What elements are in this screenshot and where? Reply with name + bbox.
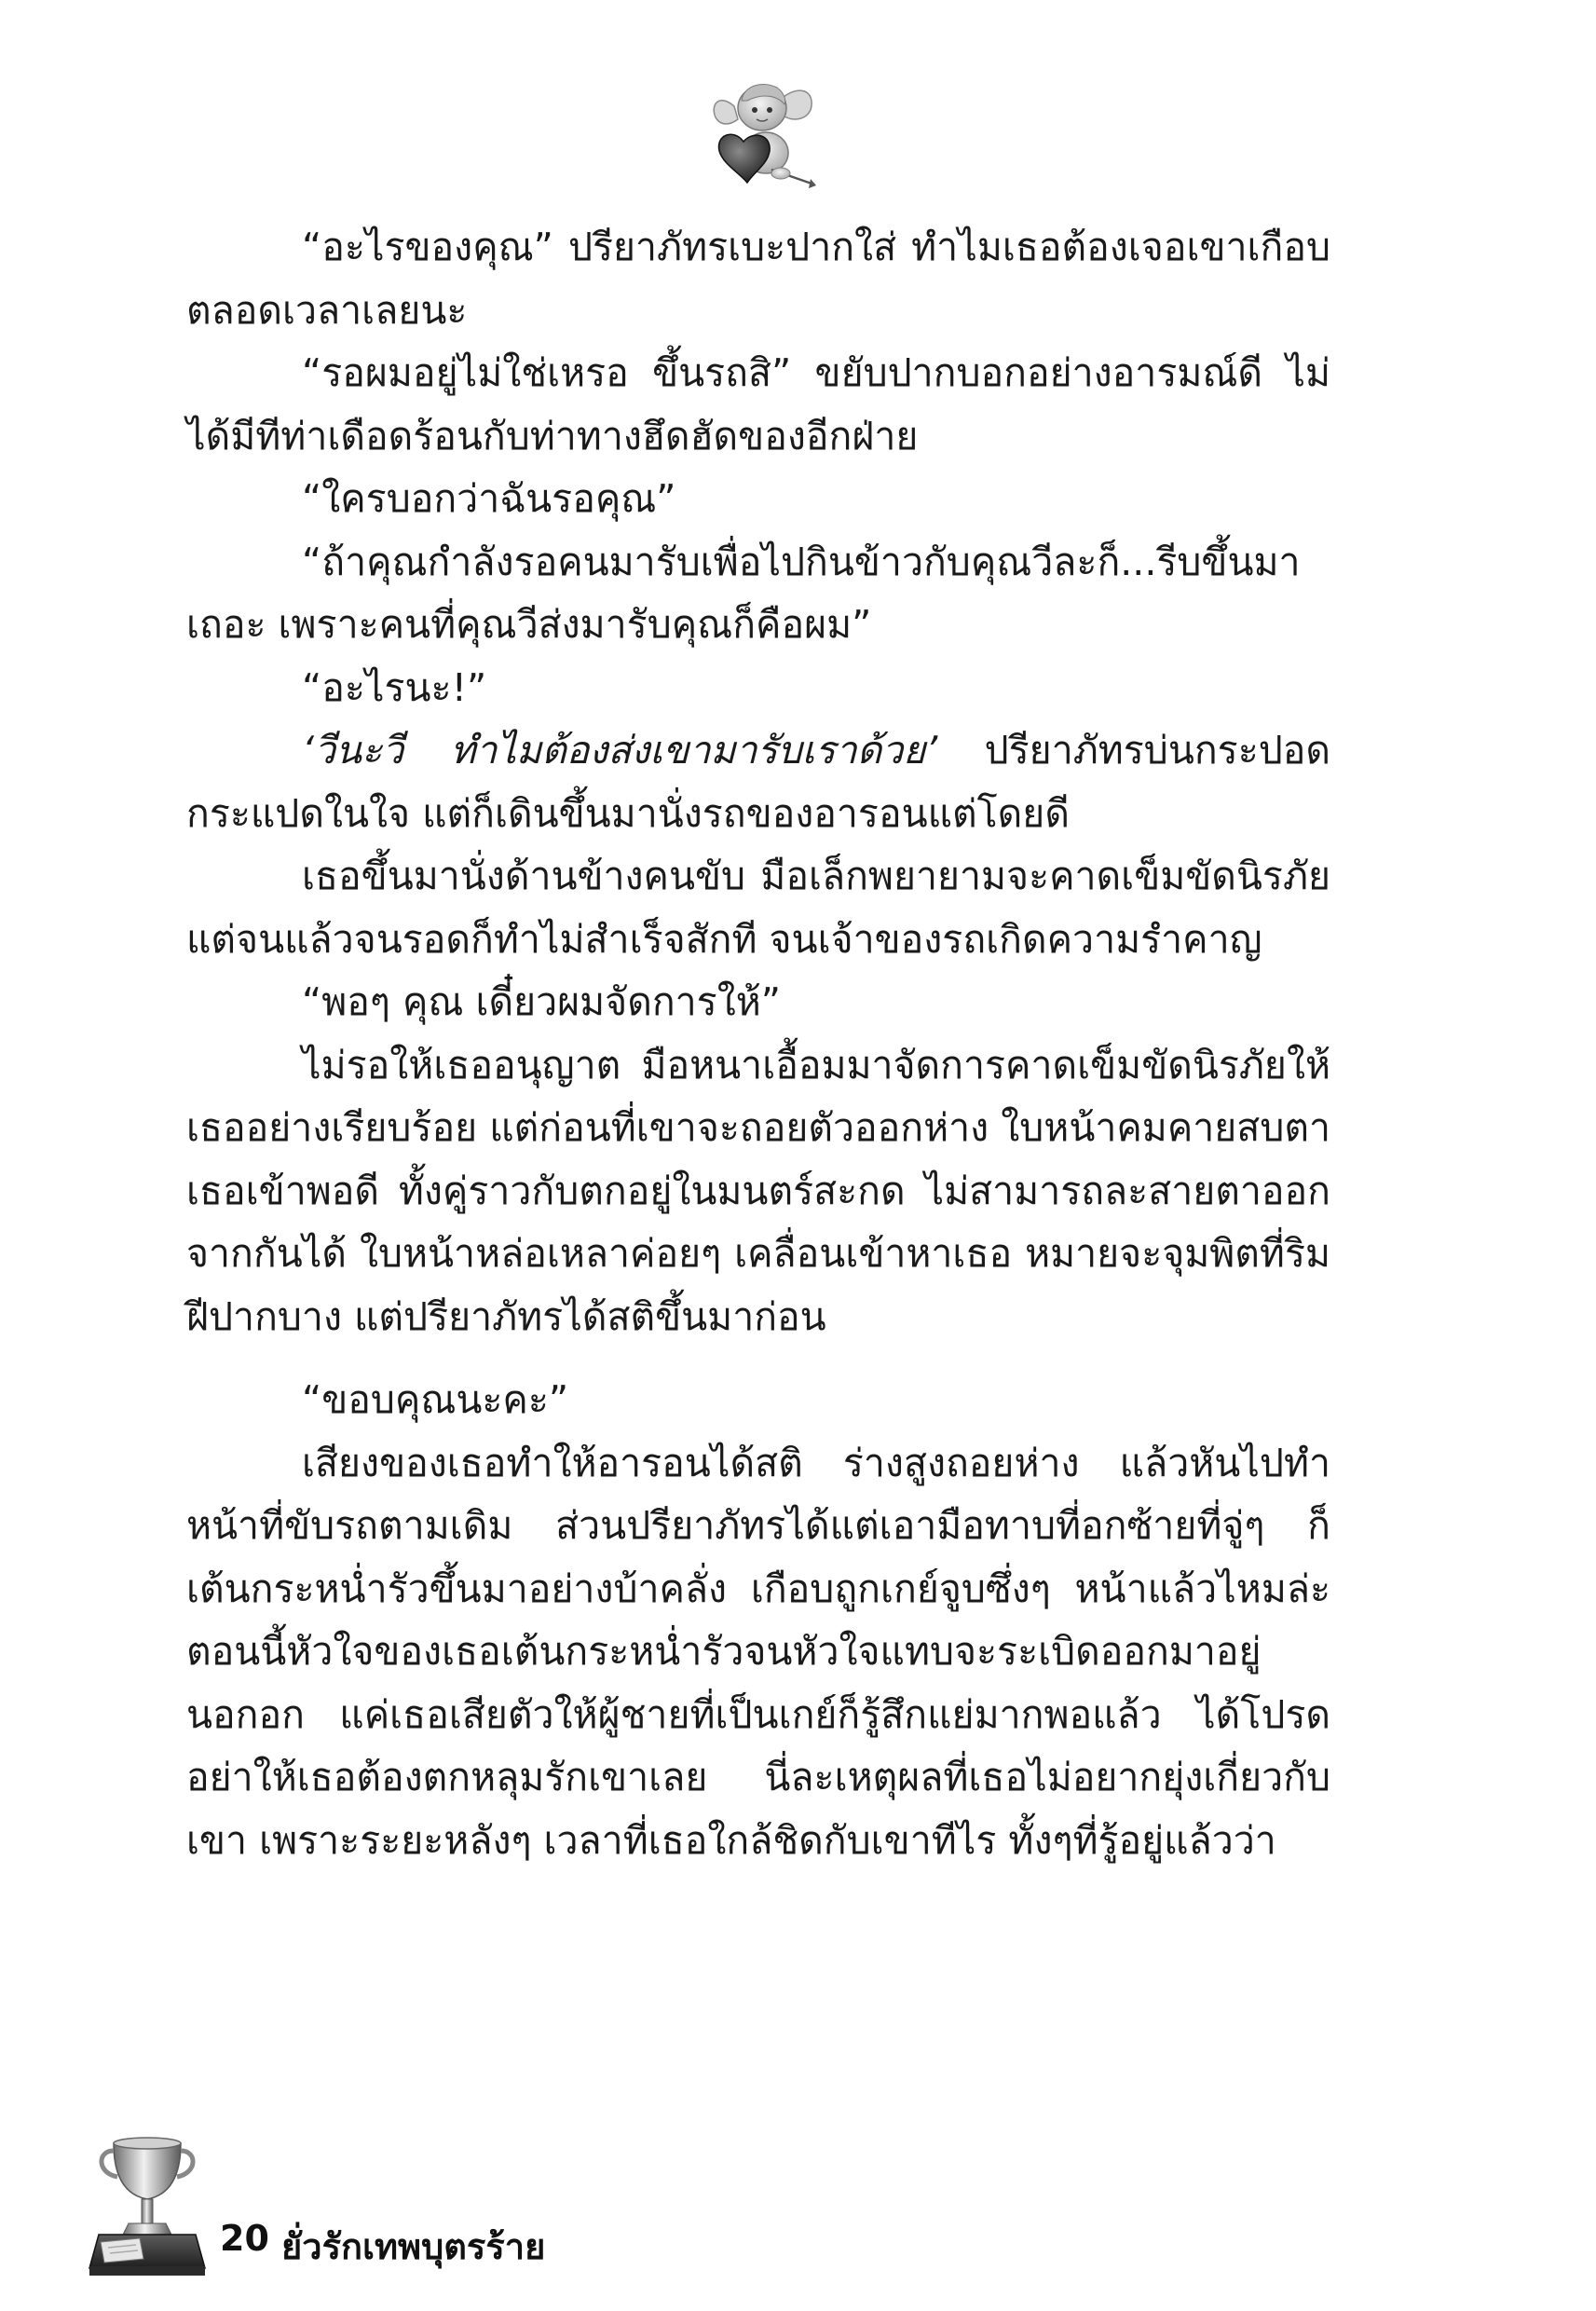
paragraph: “ขอบคุณนะคะ” xyxy=(302,1377,569,1422)
paragraph: “อะไรนะ!” xyxy=(302,664,487,710)
inner-thought: ‘วีนะวี ทำไมต้องส่งเขามารับเราด้วย’ xyxy=(302,728,938,773)
cupid-heart-icon xyxy=(706,73,818,192)
paragraph: “รอผมอยู่ไม่ใช่เหรอ ขึ้นรถสิ” ขยับปากบอกอย่างอารมณ์ดี ไม่ได้มีทีท่าเดือดร้อนกับท่าทางฮึดฮัดของอีกฝ่าย xyxy=(186,350,1330,458)
paragraph: “อะไรของคุณ” ปรียาภัทรเบะปากใส่ ทำไมเธอต้องเจอเขาเกือบตลอดเวลาเลยนะ xyxy=(186,225,1330,333)
paragraph: “ถ้าคุณกำลังรอคนมารับเพื่อไปกินข้าวกับคุณวีละก็...รีบขึ้นมาเถอะ เพราะคนที่คุณวีส่งมารับคุณก็คือผม” xyxy=(186,539,1301,647)
paragraph: เสียงของเธอทำให้อารอนได้สติ ร่างสูงถอยห่าง แล้วหันไปทำหน้าที่ขับรถตามเดิม ส่วนปรียาภัทรได้แต่เอามือทาบที่อกซ้ายที่จู่ๆ ก็เต้นกระหน่ำรัวขึ้นมาอย่างบ้าคลั่ง เกือบถูกเกย์จูบซึ่งๆ หน้าแล้วไหมล่ะ ตอนนี้หัวใจของเธอเต้นกระหน่ำรัวจนหัวใจแทบจะระเบิดออกมาอยู่นอกอก แค่เธอเสียตัวให้ผู้ชายที่เป็นเกย์ก็รู้สึกแย่มากพอแล้ว ได้โปรดอย่าให้เธอต้องตกหลุมรักเขาเลย นี่ละเหตุผลที่เธอไม่อยากยุ่งเกี่ยวกับเขา เพราะระยะหลังๆ เวลาที่เธอใกล้ชิดกับเขาทีไร ทั้งๆที่รู้อยู่แล้วว่า xyxy=(186,1440,1330,1863)
paragraph: ไม่รอให้เธออนุญาต มือหนาเอื้อมมาจัดการคาดเข็มขัดนิรภัยให้เธออย่างเรียบร้อย แต่ก่อนที่เขาจะถอยตัวออกห่าง ใบหน้าคมคายสบตาเธอเข้าพอดี ทั้งคู่ราวกับตกอยู่ในมนตร์สะกด ไม่สามารถละสายตาออกจากกันได้ ใบหน้าหล่อเหลาค่อยๆ เคลื่อนเข้าหาเธอ หมายจะจุมพิตที่ริมฝีปากบาง แต่ปรียาภัทรได้สติขึ้นมาก่อน xyxy=(186,1042,1330,1339)
book-title: ยั่วรักเทพบุตรร้าย xyxy=(281,2226,546,2267)
page-footer xyxy=(82,2130,734,2279)
paragraph-text: ปรียาภัทรบ่นกระปอดกระแปดในใจ แต่ก็เดินขึ้นมานั่งรถของอารอนแต่โดยดี xyxy=(186,728,1330,836)
page-number: 20 xyxy=(220,2218,269,2259)
paragraph xyxy=(186,719,1330,845)
paragraph: “ใครบอกว่าฉันรอคุณ” xyxy=(302,476,676,521)
trophy-icon xyxy=(82,2130,212,2279)
paragraph: “พอๆ คุณ เดี๋ยวผมจัดการให้” xyxy=(302,979,781,1024)
body-text xyxy=(186,216,1330,1872)
paragraph: เธอขึ้นมานั่งด้านข้างคนขับ มือเล็กพยายามจะคาดเข็มขัดนิรภัยแต่จนแล้วจนรอดก็ทำไม่สำเร็จสักที จนเจ้าของรถเกิดความรำคาญ xyxy=(186,854,1330,962)
